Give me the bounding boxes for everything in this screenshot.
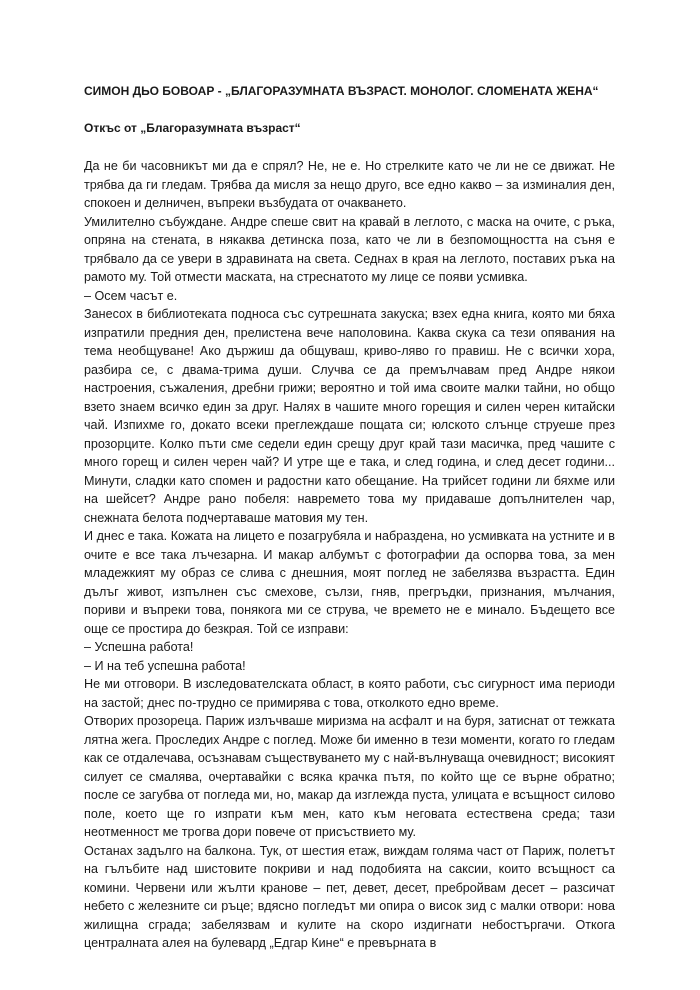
- paragraph: Да не би часовникът ми да е спрял? Не, не е. Но стрелките като че ли не се движат. Не трябва да ги гледам. Трябва да мисля за нещо друго, все едно какво – за изминалия ден, спокоен и делничен, въпреки възбудата от очакването.: [84, 159, 615, 210]
- paragraph: Умилително събуждане. Андре спеше свит на кравай в леглото, с маска на очите, с ръка, опряна на стената, в някаква детинска поза, като че ли в безпомощността на съня е трябвало да се увери в здравината на света. Седнах в края на леглото, поставих ръка на рамото му. Той отмести маската, на стреснатото му лице се появи усмивка.: [84, 214, 615, 284]
- document-body: [84, 157, 615, 953]
- dialogue-line: – Успешна работа!: [84, 640, 194, 654]
- dialogue-line: – И на теб успешна работа!: [84, 658, 246, 673]
- paragraph: И днес е така. Кожата на лицето е позагрубяла и набраздена, но усмивката на устните и в очите е все така лъчезарна. И макар албумът с фотографии да оспорва това, за мен младежкият му образ се слива с днешния, моят поглед не забелязва възрастта. Един дълъг живот, изпълнен със смехове, сълзи, гняв, прегръдки, признания, мълчания, пориви и въпреки това, понякога ми се струва, че времето не е минало. Бъдещето все още се простира до безкрая. Той се изправи:: [84, 529, 615, 636]
- paragraph: Занесох в библиотеката подноса със сутрешната закуска; взех една книга, която ми бяха изпратили предния ден, прелистена вече наполовина. Каква скука са тези опявания на тема необщуване! Ако държиш да общуваш, криво-ляво го правиш. Не с всички хора, разбира се, с двама-трима души. Случва се да премълчавам пред Андре някои настроения, съжаления, дребни грижи; вероятно и той има своите малки тайни, но общо взето знаем всичко един за друг. Налях в чашите много горещия и силен черен китайски чай. Изпихме го, докато всеки преглеждаше пощата си; юлското слънце струеше през прозорците. Колко пъти сме седели един срещу друг край тази масичка, пред чашите с много горещ и силен черен чай? И утре ще е така, и след година, и след десет години... Минути, сладки като спомен и радостни като обещание. На трийсет години ли бяхме или на шейсет? Андре рано побеля: навремето това му придаваше допълнителен чар, снежната белота подчертаваше матовия му тен.: [84, 307, 615, 525]
- paragraph: Отворих прозореца. Париж излъчваше миризма на асфалт и на буря, затиснат от тежката лятна жега. Проследих Андре с поглед. Може би именно в тези моменти, когато го гледам как се отдалечава, осъзнавам съществуването му с най-вълнуваща очевидност; високият силует се смалява, очертавайки с всяка крачка пътя, по който ще се върне обратно; после се загубва от погледа ми, но, макар да изглежда пуста, улицата е всъщност силово поле, което ще го изпрати към мен, като към неговата естествена среда; тази неотменност ме трогва дори повече от присъствието му.: [84, 714, 615, 839]
- paragraph: Не ми отговори. В изследователската област, в която работи, със сигурност има периоди на застой; днес по-трудно се примирява с това, отколкото едно време.: [84, 677, 615, 710]
- paragraph: Останах задълго на балкона. Тук, от шестия етаж, виждам голяма част от Париж, полетът на гълъбите над шистовите покриви и над подобията на саксии, които всъщност са комини. Червени или жълти кранове – пет, девет, десет, пребройвам десет – разсичат небето с железните си ръце; вдясно погледът ми опира о висок зид с малки отвори: нова жилищна сграда; забелязвам и кулите на скоро издигнати небостъргачи. Откога централната алея на булевард „Едгар Кине“ е превърната в: [84, 843, 615, 950]
- dialogue-line: – Осем часът е.: [84, 288, 178, 303]
- document-subtitle: Откъс от „Благоразумната възраст“: [84, 121, 301, 135]
- document-title: СИМОН ДЬО БОВОАР - „БЛАГОРАЗУМНАТА ВЪЗРАСТ. МОНОЛОГ. СЛОМЕНАТА ЖЕНА“: [84, 84, 599, 98]
